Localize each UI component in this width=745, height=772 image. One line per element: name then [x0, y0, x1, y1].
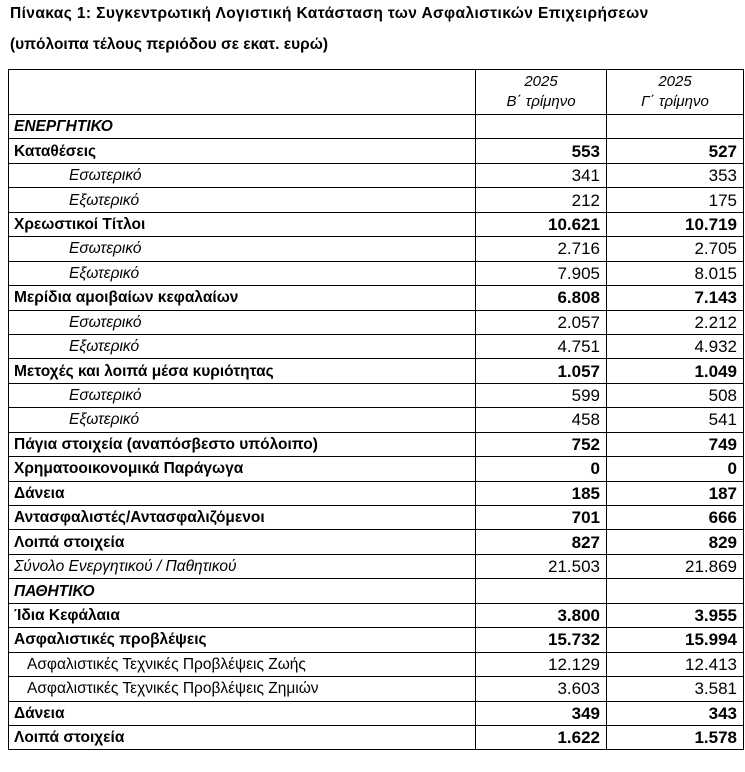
table-row	[9, 188, 744, 212]
value-q3: 175	[607, 188, 744, 212]
value-q2: 10.621	[476, 212, 607, 236]
value-q2: 827	[476, 530, 607, 554]
value-q2: 3.800	[476, 603, 607, 627]
row-label: Μερίδια αμοιβαίων κεφαλαίων	[9, 286, 476, 310]
row-label: Χρηματοοικονομικά Παράγωγα	[9, 457, 476, 481]
value-q2: 341	[476, 163, 607, 187]
table-row	[9, 408, 744, 432]
row-label: Δάνεια	[9, 481, 476, 505]
value-q3: 8.015	[607, 261, 744, 285]
value-q2: 21.503	[476, 554, 607, 578]
row-label: Εξωτερικό	[9, 408, 476, 432]
table-row	[9, 481, 744, 505]
row-label: Δάνεια	[9, 701, 476, 725]
row-label: Ίδια Κεφάλαια	[9, 603, 476, 627]
table-row	[9, 237, 744, 261]
value-q3: 3.955	[607, 603, 744, 627]
header-empty-cell	[9, 70, 476, 115]
table-row	[9, 701, 744, 725]
value-q3: 15.994	[607, 628, 744, 652]
value-q3: 21.869	[607, 554, 744, 578]
row-label: Μετοχές και λοιπά μέσα κυριότητας	[9, 359, 476, 383]
value-q2: 349	[476, 701, 607, 725]
row-label: Εσωτερικό	[9, 383, 476, 407]
row-label: Αντασφαλιστές/Αντασφαλιζόμενοι	[9, 506, 476, 530]
balance-sheet-table	[8, 69, 744, 750]
row-label: Πάγια στοιχεία (αναπόσβεστο υπόλοιπο)	[9, 432, 476, 456]
table-row	[9, 139, 744, 163]
table-subtitle: (υπόλοιπα τέλους περιόδου σε εκατ. ευρώ)	[10, 36, 329, 53]
table-row	[9, 432, 744, 456]
table-row	[9, 506, 744, 530]
value-q3: 527	[607, 139, 744, 163]
value-q2: 2.057	[476, 310, 607, 334]
value-q2: 212	[476, 188, 607, 212]
row-label: Ασφαλιστικές προβλέψεις	[9, 628, 476, 652]
value-q3: 829	[607, 530, 744, 554]
table-row	[9, 286, 744, 310]
table-row	[9, 603, 744, 627]
value-q3: 1.578	[607, 725, 744, 749]
value-q2: 701	[476, 506, 607, 530]
value-q3: 353	[607, 163, 744, 187]
value-q3: 1.049	[607, 359, 744, 383]
value-q2: 1.622	[476, 725, 607, 749]
value-q2: 7.905	[476, 261, 607, 285]
table-row	[9, 212, 744, 236]
row-label: Λοιπά στοιχεία	[9, 725, 476, 749]
value-q3: 749	[607, 432, 744, 456]
table-row	[9, 530, 744, 554]
value-q2: 4.751	[476, 334, 607, 358]
table-row	[9, 652, 744, 676]
value-q2: 6.808	[476, 286, 607, 310]
value-q3: 187	[607, 481, 744, 505]
value-q3: 2.705	[607, 237, 744, 261]
value-q2: 12.129	[476, 652, 607, 676]
table-row	[9, 310, 744, 334]
value-q3	[607, 115, 744, 139]
row-label: ΠΑΘΗΤΙΚΟ	[9, 579, 476, 603]
value-q3: 541	[607, 408, 744, 432]
table-body	[9, 70, 744, 750]
table-row	[9, 359, 744, 383]
value-q2: 185	[476, 481, 607, 505]
header-q2	[476, 70, 607, 115]
header-q3-year: 2025	[658, 73, 692, 90]
header-row	[9, 70, 744, 115]
table-row	[9, 725, 744, 749]
table-row	[9, 579, 744, 603]
value-q3: 0	[607, 457, 744, 481]
row-label: Λοιπά στοιχεία	[9, 530, 476, 554]
table-row	[9, 457, 744, 481]
table-row	[9, 628, 744, 652]
row-label: Εξωτερικό	[9, 261, 476, 285]
table-row	[9, 261, 744, 285]
row-label: Ασφαλιστικές Τεχνικές Προβλέψεις Ζημιών	[9, 677, 476, 701]
header-q3-period: Γ΄ τρίμηνο	[641, 93, 709, 110]
value-q3: 12.413	[607, 652, 744, 676]
row-label: Εσωτερικό	[9, 237, 476, 261]
value-q2: 1.057	[476, 359, 607, 383]
header-q2-year: 2025	[524, 73, 558, 90]
value-q2: 752	[476, 432, 607, 456]
table-row	[9, 383, 744, 407]
row-label: Εξωτερικό	[9, 334, 476, 358]
row-label: Εσωτερικό	[9, 163, 476, 187]
value-q2	[476, 579, 607, 603]
header-q2-period: Β΄ τρίμηνο	[506, 93, 576, 110]
value-q2: 553	[476, 139, 607, 163]
table-row	[9, 677, 744, 701]
row-label: Εσωτερικό	[9, 310, 476, 334]
value-q2: 458	[476, 408, 607, 432]
value-q3	[607, 579, 744, 603]
row-label: Καταθέσεις	[9, 139, 476, 163]
table-title: Πίνακας 1: Συγκεντρωτική Λογιστική Κατάσταση των Ασφαλιστικών Επιχειρήσεων	[10, 5, 649, 22]
row-label: Εξωτερικό	[9, 188, 476, 212]
table-row	[9, 163, 744, 187]
value-q2: 599	[476, 383, 607, 407]
value-q3: 2.212	[607, 310, 744, 334]
table-row	[9, 554, 744, 578]
value-q2: 2.716	[476, 237, 607, 261]
value-q3: 3.581	[607, 677, 744, 701]
header-q3	[607, 70, 744, 115]
value-q3: 7.143	[607, 286, 744, 310]
row-label: Σύνολο Ενεργητικού / Παθητικού	[9, 554, 476, 578]
row-label: Χρεωστικοί Τίτλοι	[9, 212, 476, 236]
table-row	[9, 334, 744, 358]
row-label: ΕΝΕΡΓΗΤΙΚΟ	[9, 115, 476, 139]
value-q3: 4.932	[607, 334, 744, 358]
value-q3: 666	[607, 506, 744, 530]
value-q3: 343	[607, 701, 744, 725]
value-q2	[476, 115, 607, 139]
value-q3: 508	[607, 383, 744, 407]
value-q2: 15.732	[476, 628, 607, 652]
value-q2: 0	[476, 457, 607, 481]
value-q3: 10.719	[607, 212, 744, 236]
table-row	[9, 115, 744, 139]
row-label: Ασφαλιστικές Τεχνικές Προβλέψεις Ζωής	[9, 652, 476, 676]
value-q2: 3.603	[476, 677, 607, 701]
